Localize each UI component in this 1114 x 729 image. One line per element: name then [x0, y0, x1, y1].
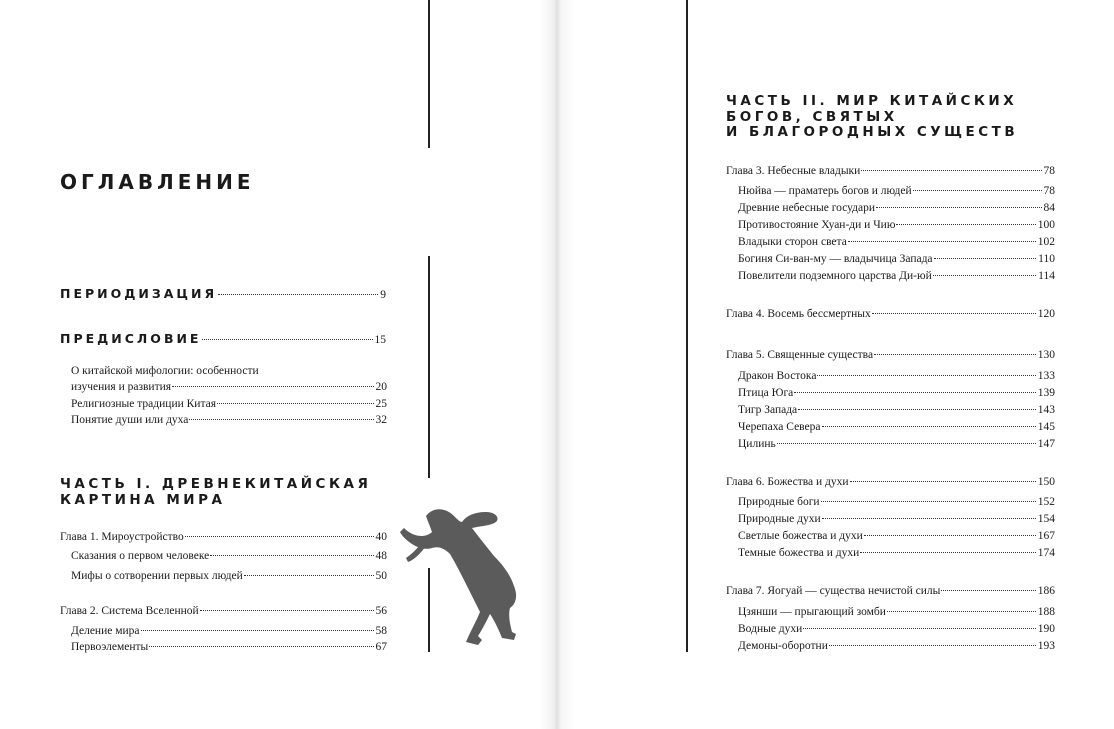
toc-entry-label: Природные боги	[738, 496, 820, 508]
toc-entry-label: Природные духи	[738, 513, 821, 525]
toc-entry-label: Глава 2. Система Вселенной	[60, 605, 199, 617]
toc-entry-label: Глава 1. Мироустройство	[60, 531, 184, 543]
toc-entry-page: 120	[1037, 308, 1055, 320]
dot-leader	[777, 443, 1036, 444]
toc-entry-page: 152	[1037, 496, 1055, 508]
toc-entry-ancient-rulers[interactable]	[738, 201, 1055, 216]
toc-entry-chapter5[interactable]	[726, 348, 1055, 363]
dot-leader	[874, 354, 1036, 355]
toc-entry-page: 9	[380, 289, 386, 301]
dot-leader	[913, 190, 1042, 191]
toc-entry-label: ПЕРИОДИЗАЦИЯ	[60, 286, 218, 301]
toc-entry-diyu-lords[interactable]	[738, 269, 1055, 284]
toc-entry-dark-deities[interactable]	[738, 546, 1055, 561]
toc-entry-page: 150	[1037, 476, 1055, 488]
toc-entry-label: Глава 7. Яогуай — существа нечистой силы	[726, 585, 941, 597]
toc-entry-label: Водные духи	[738, 623, 803, 635]
dot-leader	[172, 386, 373, 387]
toc-entry-religious-traditions[interactable]	[71, 397, 387, 412]
toc-entry-periodization[interactable]	[60, 286, 386, 303]
toc-entry-page: 32	[375, 414, 387, 426]
dot-leader	[817, 375, 1035, 376]
dot-leader	[149, 646, 373, 647]
toc-entry-elements[interactable]	[71, 640, 387, 655]
toc-entry-chapter4[interactable]	[726, 307, 1055, 322]
dot-leader	[829, 645, 1036, 646]
toc-entry-chapter3[interactable]	[726, 164, 1055, 179]
part1-title-line2: КАРТИНА МИРА	[60, 491, 226, 508]
dot-leader	[941, 590, 1035, 591]
toc-entry-nature-spirits[interactable]	[738, 512, 1055, 527]
dot-leader	[861, 170, 1041, 171]
dot-leader	[934, 258, 1037, 259]
dot-leader	[189, 419, 373, 420]
toc-entry-label: Противостояние Хуан-ди и Чию	[738, 219, 896, 231]
vertical-rule-top-left	[428, 0, 430, 148]
toc-entry-label: изучения и развития	[71, 381, 172, 393]
dot-leader	[218, 294, 378, 295]
toc-entry-page: 167	[1037, 530, 1055, 542]
toc-entry-chapter1[interactable]	[60, 530, 387, 545]
toc-entry-label: ПРЕДИСЛОВИЕ	[60, 331, 202, 346]
dot-leader	[848, 241, 1036, 242]
dot-leader	[200, 610, 374, 611]
toc-entry-label: Глава 3. Небесные владыки	[726, 165, 861, 177]
toc-entry-label: Светлые божества и духи	[738, 530, 863, 542]
toc-title: ОГЛАВЛЕНИЕ	[60, 170, 255, 194]
toc-entry-page: 174	[1037, 547, 1055, 559]
toc-entry-label: Мифы о сотворении первых людей	[71, 570, 243, 582]
toc-entry-first-man[interactable]	[71, 549, 387, 564]
toc-entry-page: 188	[1037, 606, 1055, 618]
part2-title	[726, 94, 1018, 141]
toc-entry-page: 58	[375, 625, 387, 637]
dot-leader	[798, 409, 1036, 410]
toc-entry-page: 147	[1037, 438, 1055, 450]
dot-leader	[821, 501, 1036, 502]
toc-entry-label: Владыки сторон света	[738, 236, 847, 248]
toc-entry-label: Глава 5. Священные существа	[726, 349, 874, 361]
toc-entry-label: Деление мира	[71, 625, 140, 637]
toc-entry-direction-lords[interactable]	[738, 235, 1055, 250]
toc-entry-label: Черепаха Севера	[738, 421, 821, 433]
toc-entry-label: Темные божества и духи	[738, 547, 860, 559]
toc-entry-label: Глава 4. Восемь бессмертных	[726, 308, 871, 320]
toc-entry-page: 110	[1038, 253, 1055, 265]
toc-entry-page: 186	[1037, 585, 1055, 597]
toc-entry-nature-gods[interactable]	[738, 495, 1055, 510]
toc-entry-shapeshifters[interactable]	[738, 639, 1055, 654]
toc-entry-page: 78	[1043, 165, 1055, 177]
toc-entry-page: 190	[1037, 623, 1055, 635]
toc-entry-label: Тигр Запада	[738, 404, 798, 416]
dot-leader	[244, 575, 374, 576]
dot-leader	[864, 535, 1036, 536]
toc-entry-label: Понятие души или духа	[71, 414, 189, 426]
dot-leader	[860, 552, 1036, 553]
toc-entry-page: 78	[1043, 185, 1055, 197]
dot-leader	[210, 555, 373, 556]
toc-entry-label: Цилинь	[738, 438, 776, 450]
dot-leader	[202, 339, 372, 340]
toc-entry-label: Первоэлементы	[71, 641, 149, 653]
toc-entry-chapter2[interactable]	[60, 604, 387, 619]
dot-leader	[803, 628, 1035, 629]
dot-leader	[822, 426, 1036, 427]
toc-entry-label-line1: О китайской мифологии: особенности	[71, 365, 259, 377]
toc-entry-page: 130	[1037, 349, 1055, 361]
toc-entry-xiwangmu[interactable]	[738, 252, 1055, 267]
part2-title-line3: И БЛАГОРОДНЫХ СУЩЕСТВ	[726, 124, 1019, 140]
toc-entry-page: 15	[374, 334, 386, 346]
toc-entry-label: Религиозные традиции Китая	[71, 398, 217, 410]
toc-entry-label: Повелители подземного царства Ди-юй	[738, 270, 932, 282]
toc-entry-chinese-mythology[interactable]	[71, 380, 387, 395]
dot-leader	[185, 536, 374, 537]
part2-title-line1: ЧАСТЬ II. МИР КИТАЙСКИХ	[726, 93, 1018, 109]
toc-entry-label: Птица Юга	[738, 387, 794, 399]
toc-entry-world-division[interactable]	[71, 624, 387, 639]
toc-entry-label: Сказания о первом человеке	[71, 550, 210, 562]
toc-entry-page: 50	[375, 570, 387, 582]
toc-entry-water-spirits[interactable]	[738, 622, 1055, 637]
toc-entry-page: 67	[375, 641, 387, 653]
toc-entry-light-deities[interactable]	[738, 529, 1055, 544]
toc-entry-label: Цзянши — прыгающий зомби	[738, 606, 886, 618]
toc-entry-page: 193	[1037, 640, 1055, 652]
dot-leader	[217, 403, 373, 404]
toc-entry-preface[interactable]	[60, 331, 386, 348]
toc-entry-soul-concept[interactable]	[71, 413, 387, 428]
toc-entry-page: 40	[375, 531, 387, 543]
dot-leader	[876, 207, 1041, 208]
toc-entry-label: Глава 6. Божества и духи	[726, 476, 849, 488]
book-gutter-shadow	[540, 0, 574, 729]
toc-entry-page: 154	[1037, 513, 1055, 525]
toc-entry-page: 143	[1037, 404, 1055, 416]
hare-illustration	[398, 500, 526, 648]
toc-entry-page: 56	[375, 605, 387, 617]
toc-entry-jiangshi[interactable]	[738, 605, 1055, 620]
vertical-rule-right	[686, 0, 688, 652]
toc-entry-chapter6[interactable]	[726, 475, 1055, 490]
toc-entry-chapter7[interactable]	[726, 584, 1055, 599]
toc-entry-label: Дракон Востока	[738, 370, 817, 382]
toc-entry-huangdi-chiyou[interactable]	[738, 218, 1055, 233]
toc-entry-qilin[interactable]	[738, 437, 1055, 452]
toc-entry-page: 48	[375, 550, 387, 562]
toc-entry-eastern-dragon[interactable]	[738, 369, 1055, 384]
vertical-rule-mid-left	[428, 256, 430, 478]
toc-entry-label: Богиня Си-ван-му — владычица Запада	[738, 253, 933, 265]
toc-entry-label: Древние небесные государи	[738, 202, 876, 214]
toc-entry-page: 25	[375, 398, 387, 410]
toc-entry-page: 145	[1037, 421, 1055, 433]
toc-entry-page: 84	[1043, 202, 1055, 214]
toc-entry-nuwa[interactable]	[738, 184, 1055, 199]
toc-entry-page: 100	[1037, 219, 1055, 231]
dot-leader	[141, 630, 374, 631]
dot-leader	[794, 392, 1035, 393]
toc-entry-page: 102	[1037, 236, 1055, 248]
dot-leader	[887, 611, 1036, 612]
part1-title-line1: ЧАСТЬ I. ДРЕВНЕКИТАЙСКАЯ	[60, 476, 372, 492]
toc-entry-southern-bird[interactable]	[738, 386, 1055, 401]
dot-leader	[896, 224, 1035, 225]
dot-leader	[822, 518, 1036, 519]
toc-entry-creation-myths[interactable]	[71, 569, 387, 584]
toc-entry-label: Нюйва — праматерь богов и людей	[738, 185, 912, 197]
toc-entry-page: 114	[1038, 270, 1055, 282]
part2-title-line2: БОГОВ, СВЯТЫХ	[726, 108, 898, 125]
part1-title	[60, 477, 371, 508]
toc-entry-northern-turtle[interactable]	[738, 420, 1055, 435]
toc-entry-label: Демоны-оборотни	[738, 640, 828, 652]
toc-entry-western-tiger[interactable]	[738, 403, 1055, 418]
dot-leader	[933, 275, 1036, 276]
dot-leader	[850, 481, 1036, 482]
toc-entry-page: 133	[1037, 370, 1055, 382]
toc-entry-page: 139	[1037, 387, 1055, 399]
toc-entry-page: 20	[375, 381, 387, 393]
dot-leader	[872, 313, 1036, 314]
